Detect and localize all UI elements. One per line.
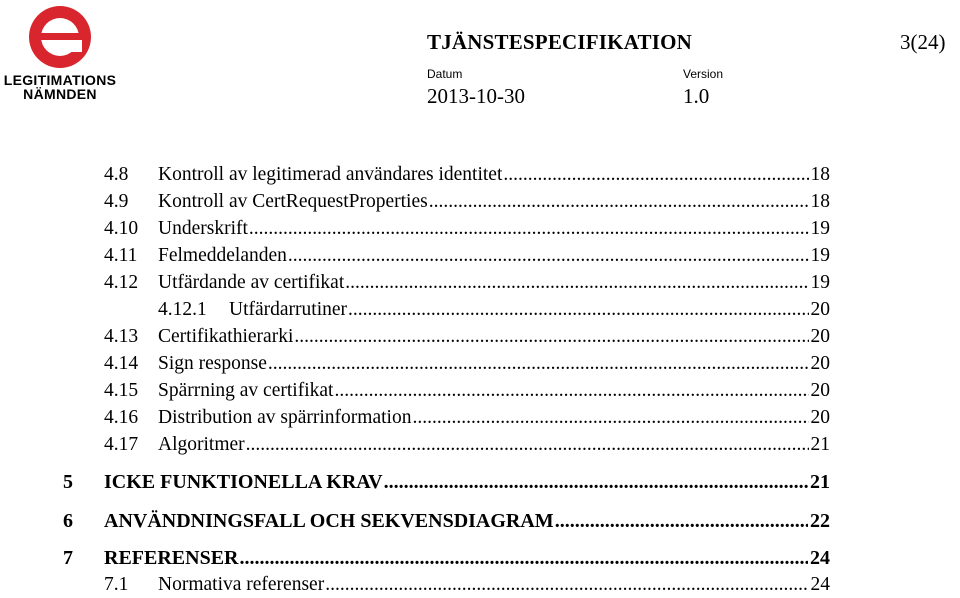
toc-leader-dots bbox=[503, 162, 808, 188]
toc-entry-number: 4.12 bbox=[104, 272, 139, 293]
toc-leader-dots bbox=[288, 243, 809, 269]
toc-entry-number: 4.9 bbox=[104, 191, 129, 212]
toc-entry[interactable] bbox=[104, 405, 830, 431]
toc-entry-number: 4.16 bbox=[104, 407, 139, 428]
toc-entry-title: Underskrift bbox=[158, 218, 248, 239]
toc-leader-dots bbox=[239, 545, 808, 571]
toc-entry-page: 20 bbox=[810, 380, 830, 401]
toc-entry-page: 24 bbox=[810, 547, 830, 569]
logo-text-line1: LEGITIMATIONS bbox=[3, 72, 117, 88]
toc-entry-title: Algoritmer bbox=[158, 434, 245, 455]
toc-leader-dots bbox=[334, 378, 808, 404]
toc-entry-page: 21 bbox=[810, 434, 830, 455]
toc-entry-page: 20 bbox=[810, 407, 830, 428]
toc-leader-dots bbox=[429, 189, 809, 215]
toc-entry-number: 4.14 bbox=[104, 353, 139, 374]
page-number: 3(24) bbox=[900, 30, 946, 54]
toc-leader-dots bbox=[294, 324, 808, 350]
toc-leader-dots bbox=[555, 508, 808, 534]
version-value: 1.0 bbox=[683, 84, 710, 108]
toc-entry-page: 21 bbox=[810, 471, 830, 493]
toc-entry-page: 20 bbox=[810, 353, 830, 374]
toc-entry[interactable] bbox=[104, 270, 830, 296]
toc-leader-dots bbox=[249, 216, 809, 242]
toc-entry-page: 19 bbox=[810, 272, 830, 293]
toc-leader-dots bbox=[412, 405, 808, 431]
toc-entry-number: 4.8 bbox=[104, 164, 129, 185]
toc-leader-dots bbox=[268, 351, 809, 377]
toc-entry-number: 4.11 bbox=[104, 245, 138, 266]
toc-entry[interactable] bbox=[104, 216, 830, 242]
toc-leader-dots bbox=[384, 469, 808, 495]
toc-entry[interactable] bbox=[104, 162, 830, 188]
toc-entry-title: Utfärdande av certifikat bbox=[158, 272, 345, 293]
toc-entry-number: 6 bbox=[63, 510, 73, 532]
toc-entry-page: 18 bbox=[810, 164, 830, 185]
toc-entry-number: 7 bbox=[63, 547, 73, 569]
toc-chapter[interactable] bbox=[63, 508, 830, 534]
legitimationsnamnden-logo bbox=[2, 4, 118, 104]
toc-entry-page: 19 bbox=[810, 245, 830, 266]
toc-leader-dots bbox=[325, 572, 808, 598]
date-value: 2013-10-30 bbox=[427, 84, 525, 108]
toc-entry-page: 20 bbox=[810, 326, 830, 347]
toc-entry[interactable] bbox=[104, 378, 830, 404]
toc-entry-page: 24 bbox=[810, 574, 830, 595]
toc-entry-title: Sign response bbox=[158, 353, 267, 374]
toc-entry-number: 4.12.1 bbox=[158, 299, 207, 320]
toc-chapter[interactable] bbox=[63, 545, 830, 571]
document-title: TJÄNSTESPECIFIKATION bbox=[427, 30, 693, 54]
toc-entry-number: 4.15 bbox=[104, 380, 139, 401]
toc-entry-title: Utfärdarrutiner bbox=[229, 299, 348, 320]
toc-entry-title: Kontroll av legitimerad användares identitet bbox=[158, 164, 503, 185]
e-logo-icon bbox=[24, 4, 96, 70]
toc-entry-title: Spärrning av certifikat bbox=[158, 380, 334, 401]
toc-entry-page: 19 bbox=[810, 218, 830, 239]
toc-entry-title: ICKE FUNKTIONELLA KRAV bbox=[104, 471, 383, 493]
toc-entry-title: Distribution av spärrinformation bbox=[158, 407, 412, 428]
toc-chapter[interactable] bbox=[63, 469, 830, 495]
toc-entry-title: Felmeddelanden bbox=[158, 245, 287, 266]
toc-entry[interactable] bbox=[158, 297, 830, 323]
toc-entry-number: 5 bbox=[63, 471, 73, 493]
toc-entry-number: 4.13 bbox=[104, 326, 139, 347]
toc-entry-number: 4.10 bbox=[104, 218, 139, 239]
logo-text-line2: NÄMNDEN bbox=[23, 86, 97, 102]
toc-entry-page: 22 bbox=[810, 510, 830, 532]
toc-entry[interactable] bbox=[104, 572, 830, 598]
toc-entry-title: ANVÄNDNINGSFALL OCH SEKVENSDIAGRAM bbox=[104, 510, 554, 532]
toc-leader-dots bbox=[345, 270, 808, 296]
toc-entry[interactable] bbox=[104, 351, 830, 377]
toc-entry-number: 4.17 bbox=[104, 434, 139, 455]
toc-entry[interactable] bbox=[104, 189, 830, 215]
toc-entry-title: REFERENSER bbox=[104, 547, 239, 569]
toc-entry[interactable] bbox=[104, 432, 830, 458]
toc-entry-page: 20 bbox=[810, 299, 830, 320]
toc-leader-dots bbox=[246, 432, 809, 458]
toc-entry-title: Kontroll av CertRequestProperties bbox=[158, 191, 428, 212]
toc-entry-page: 18 bbox=[810, 191, 830, 212]
toc-entry-number: 7.1 bbox=[104, 574, 129, 595]
toc-entry[interactable] bbox=[104, 324, 830, 350]
date-label: Datum bbox=[427, 67, 463, 81]
toc-leader-dots bbox=[348, 297, 808, 323]
version-label: Version bbox=[683, 67, 724, 81]
toc-entry[interactable] bbox=[104, 243, 830, 269]
toc-entry-title: Certifikathierarki bbox=[158, 326, 294, 347]
toc-entry-title: Normativa referenser bbox=[158, 574, 325, 595]
